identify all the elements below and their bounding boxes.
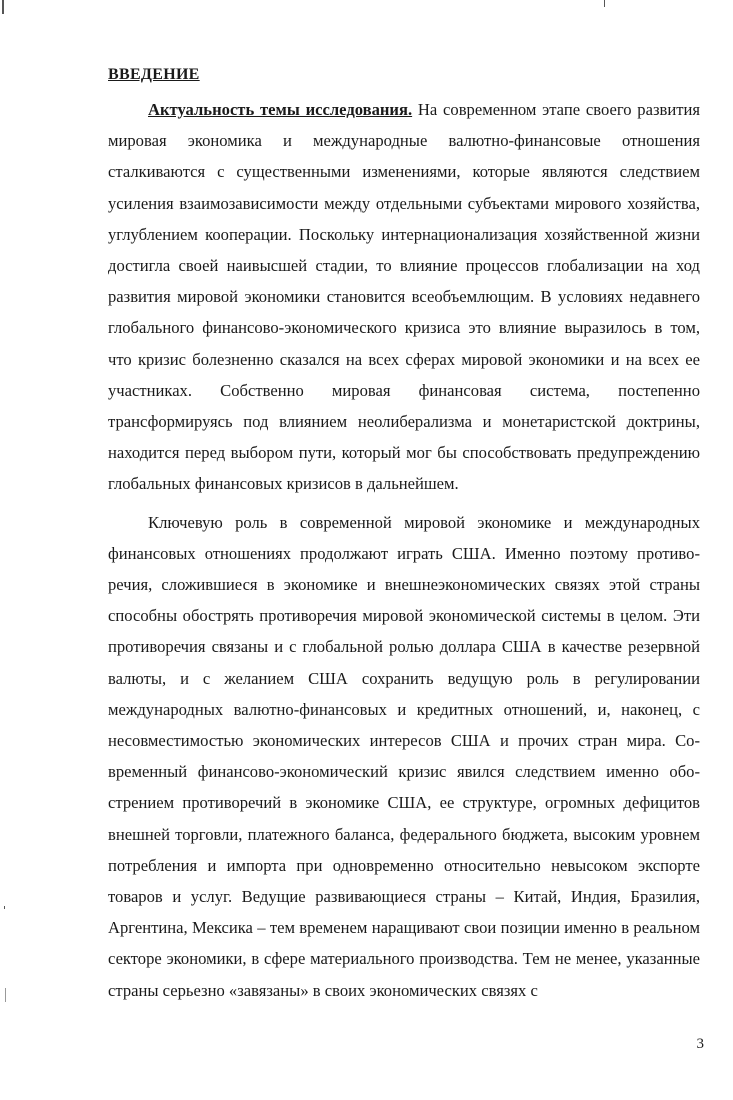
section-heading: ВВЕДЕНИЕ <box>108 66 200 83</box>
scan-edge-mark <box>4 906 5 909</box>
scan-edge-mark <box>604 0 605 7</box>
paragraph-relevance <box>108 94 700 500</box>
scan-edge-mark <box>2 0 4 14</box>
body-text <box>108 94 700 1006</box>
scan-edge-mark <box>5 988 6 1002</box>
paragraph-usa-role: Ключевую роль в современной мировой экономике и международных финансовых отношениях продолжают играть США. Именно поэтому противоречия, сложившиеся в экономике и внешнеэкономических связях этой страны способны обострять противоречия мировой экономической системы в целом. Эти противоречия связаны и с глобальной ролью доллара США в качестве резервной валюты, и с желанием США сохранить ведущую роль в регулировании международных валютно-финансовых и кредитных отношений, и, наконец, с несовместимостью экономических интересов США и прочих стран мира. Современный финансово-экономический кризис явился следствием именно обострением противоречий в экономике США, ее структуре, огромных дефицитов внешней торговли, платежного баланса, федерального бюджета, высоким уровнем потребления и импорта при одновременно относительно невысоком экспорте товаров и услуг. Ведущие развивающиеся страны – Китай, Индия, Бразилия, Аргентина, Мексика – тем временем наращивают свои позиции именно в реальном секторе экономики, в сфере материального производства. Тем не менее, указанные страны серьезно «завязаны» в своих экономических связях с <box>108 512 700 1000</box>
relevance-text: На современном этапе своего развития мировая экономика и международные валютно-финансовые отношения сталкиваются с существенными изменениями, которые являются следствием усиления взаимозависимости между отдельными субъектами мирового хозяйства, углублением кооперации. Поскольку интернационализация хозяйственной жизни достигла своей наивысшей стадии, то влияние процессов глобализации на ход развития мировой экономики становится всеобъемлющим. В условиях недавнего глобального финансово-экономического кризиса это влияние выразилось в том, что кризис болезненно сказался на всех сферах мировой экономики и на всех ее участниках. Собственно мировая финансовая система, постепенно трансформируясь под влиянием неолиберализма и монетаристской доктрины, находится перед выбором пути, который мог бы способствовать предупреждению глобальных финансовых кризисов в дальнейшем. <box>108 100 700 494</box>
relevance-lead: Актуальность темы исследования. <box>148 100 413 119</box>
page-number: 3 <box>696 1036 704 1052</box>
